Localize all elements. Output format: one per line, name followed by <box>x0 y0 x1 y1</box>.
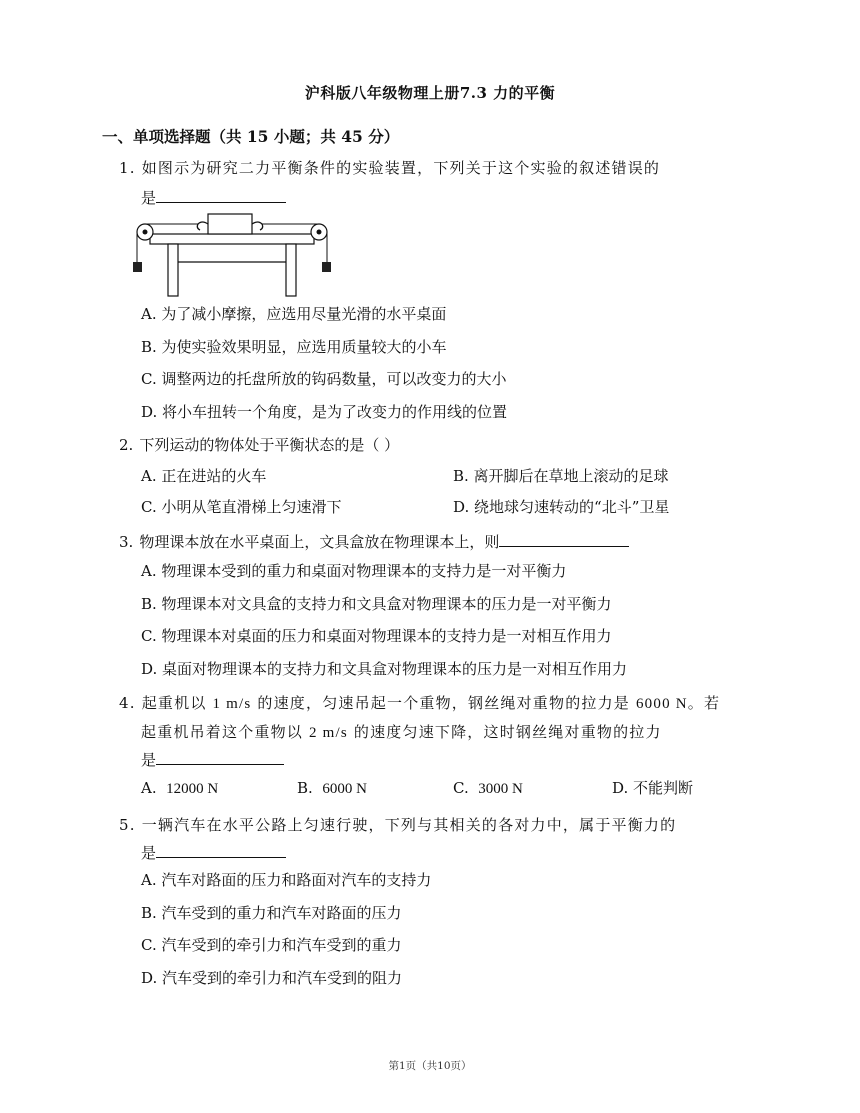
q4-option-d[interactable]: D. 不能判断 <box>612 779 694 797</box>
q2-option-a[interactable]: A. 正在进站的火车 <box>141 467 267 485</box>
q2-option-d[interactable]: D. 绕地球匀速转动的“北斗”卫星 <box>453 498 670 516</box>
cart <box>208 214 252 234</box>
answer-blank[interactable] <box>156 188 286 203</box>
question-4-number: 4. <box>119 694 136 712</box>
q4-option-c-label: C. <box>453 779 469 797</box>
q2-option-c[interactable]: C. 小明从笔直滑梯上匀速滑下 <box>141 498 342 516</box>
page-footer: 第1页（共10页） <box>388 1060 472 1072</box>
q4-option-a[interactable] <box>141 778 218 799</box>
question-4-text-a: 起重机以 <box>141 694 207 712</box>
question-5-stem-line2 <box>141 843 286 863</box>
q4-option-a-label: A. <box>141 779 157 797</box>
question-4-text-d: 起重机吊着这个重物以 <box>141 723 304 741</box>
q2-option-b[interactable]: B. 离开脚后在草地上滚动的足球 <box>453 467 669 485</box>
q5-option-a[interactable]: A. 汽车对路面的压力和路面对汽车的支持力 <box>141 871 432 889</box>
q4-option-b-value: 6000 N <box>322 781 367 797</box>
question-1-text-2: 是 <box>141 189 157 207</box>
experiment-figure <box>132 210 332 300</box>
table-leg-right <box>286 244 296 296</box>
page-title: 沪科版八年级物理上册7.3 力的平衡 <box>304 84 556 102</box>
question-4-text-c: 。若 <box>687 694 721 712</box>
question-2-number: 2. <box>119 436 134 454</box>
q1-option-a[interactable]: A. 为了减小摩擦，应选用尽量光滑的水平桌面 <box>141 305 447 323</box>
table-top <box>150 234 314 244</box>
question-5-text: 一辆汽车在水平公路上匀速行驶，下列与其相关的各对力中，属于平衡力的 <box>141 816 677 834</box>
q1-option-b[interactable]: B. 为使实验效果明显，应选用质量较大的小车 <box>141 338 447 356</box>
question-4-stem-line2 <box>141 722 662 743</box>
q4-option-b-label: B. <box>297 779 313 797</box>
hook-right <box>252 222 263 230</box>
question-4-stem <box>119 693 720 714</box>
question-3-number: 3. <box>119 533 134 551</box>
q5-option-b[interactable]: B. 汽车受到的重力和汽车对路面的压力 <box>141 904 402 922</box>
q5-option-d[interactable]: D. 汽车受到的牵引力和汽车受到的阻力 <box>141 969 403 987</box>
speed-value-1: 1 m/s <box>212 696 252 712</box>
answer-blank[interactable] <box>499 532 629 547</box>
hook-left <box>197 222 208 230</box>
weight-right <box>322 262 331 272</box>
weight-left <box>133 262 142 272</box>
question-1-number: 1. <box>119 159 136 177</box>
table-leg-left <box>168 244 178 296</box>
q3-option-a[interactable]: A. 物理课本受到的重力和桌面对物理课本的支持力是一对平衡力 <box>141 562 567 580</box>
q4-option-b[interactable] <box>297 778 367 799</box>
question-3-text: 物理课本放在水平桌面上，文具盒放在物理课本上，则 <box>139 533 500 551</box>
question-4-text-e: 的速度匀速下降，这时钢丝绳对重物的拉力 <box>353 723 662 741</box>
question-4-text-f: 是 <box>141 751 157 769</box>
question-1-stem <box>119 158 660 178</box>
question-4-stem-line3 <box>141 750 284 770</box>
q3-option-b[interactable]: B. 物理课本对文具盒的支持力和文具盒对物理课本的压力是一对平衡力 <box>141 595 612 613</box>
q3-option-c[interactable]: C. 物理课本对桌面的压力和桌面对物理课本的支持力是一对相互作用力 <box>141 627 612 645</box>
q3-option-d[interactable]: D. 桌面对物理课本的支持力和文具盒对物理课本的压力是一对相互作用力 <box>141 660 628 678</box>
q4-option-c[interactable] <box>453 778 523 799</box>
q1-option-c[interactable]: C. 调整两边的托盘所放的钩码数量，可以改变力的大小 <box>141 370 507 388</box>
question-3-stem <box>119 532 629 552</box>
speed-value-2: 2 m/s <box>308 725 348 741</box>
question-2-stem <box>119 435 399 455</box>
question-4-text-b: 的速度，匀速吊起一个重物，钢丝绳对重物的拉力是 <box>257 694 631 712</box>
q5-option-c[interactable]: C. 汽车受到的牵引力和汽车受到的重力 <box>141 936 402 954</box>
question-1-stem-line2 <box>141 188 286 208</box>
question-2-text: 下列运动的物体处于平衡状态的是（ ） <box>139 436 400 454</box>
q4-option-a-value: 12000 N <box>166 781 219 797</box>
question-1-text: 如图示为研究二力平衡条件的实验装置，下列关于这个实验的叙述错误的 <box>141 159 661 177</box>
q4-option-c-value: 3000 N <box>478 781 523 797</box>
question-5-text-2: 是 <box>141 844 157 862</box>
answer-blank[interactable] <box>156 750 284 765</box>
q1-option-d[interactable]: D. 将小车扭转一个角度，是为了改变力的作用线的位置 <box>141 403 508 421</box>
answer-blank[interactable] <box>156 843 286 858</box>
section-heading: 一、单项选择题（共 15 小题；共 45 分） <box>102 127 400 146</box>
question-5-stem <box>119 815 676 835</box>
force-value: 6000 N <box>635 696 688 712</box>
question-5-number: 5. <box>119 816 136 834</box>
